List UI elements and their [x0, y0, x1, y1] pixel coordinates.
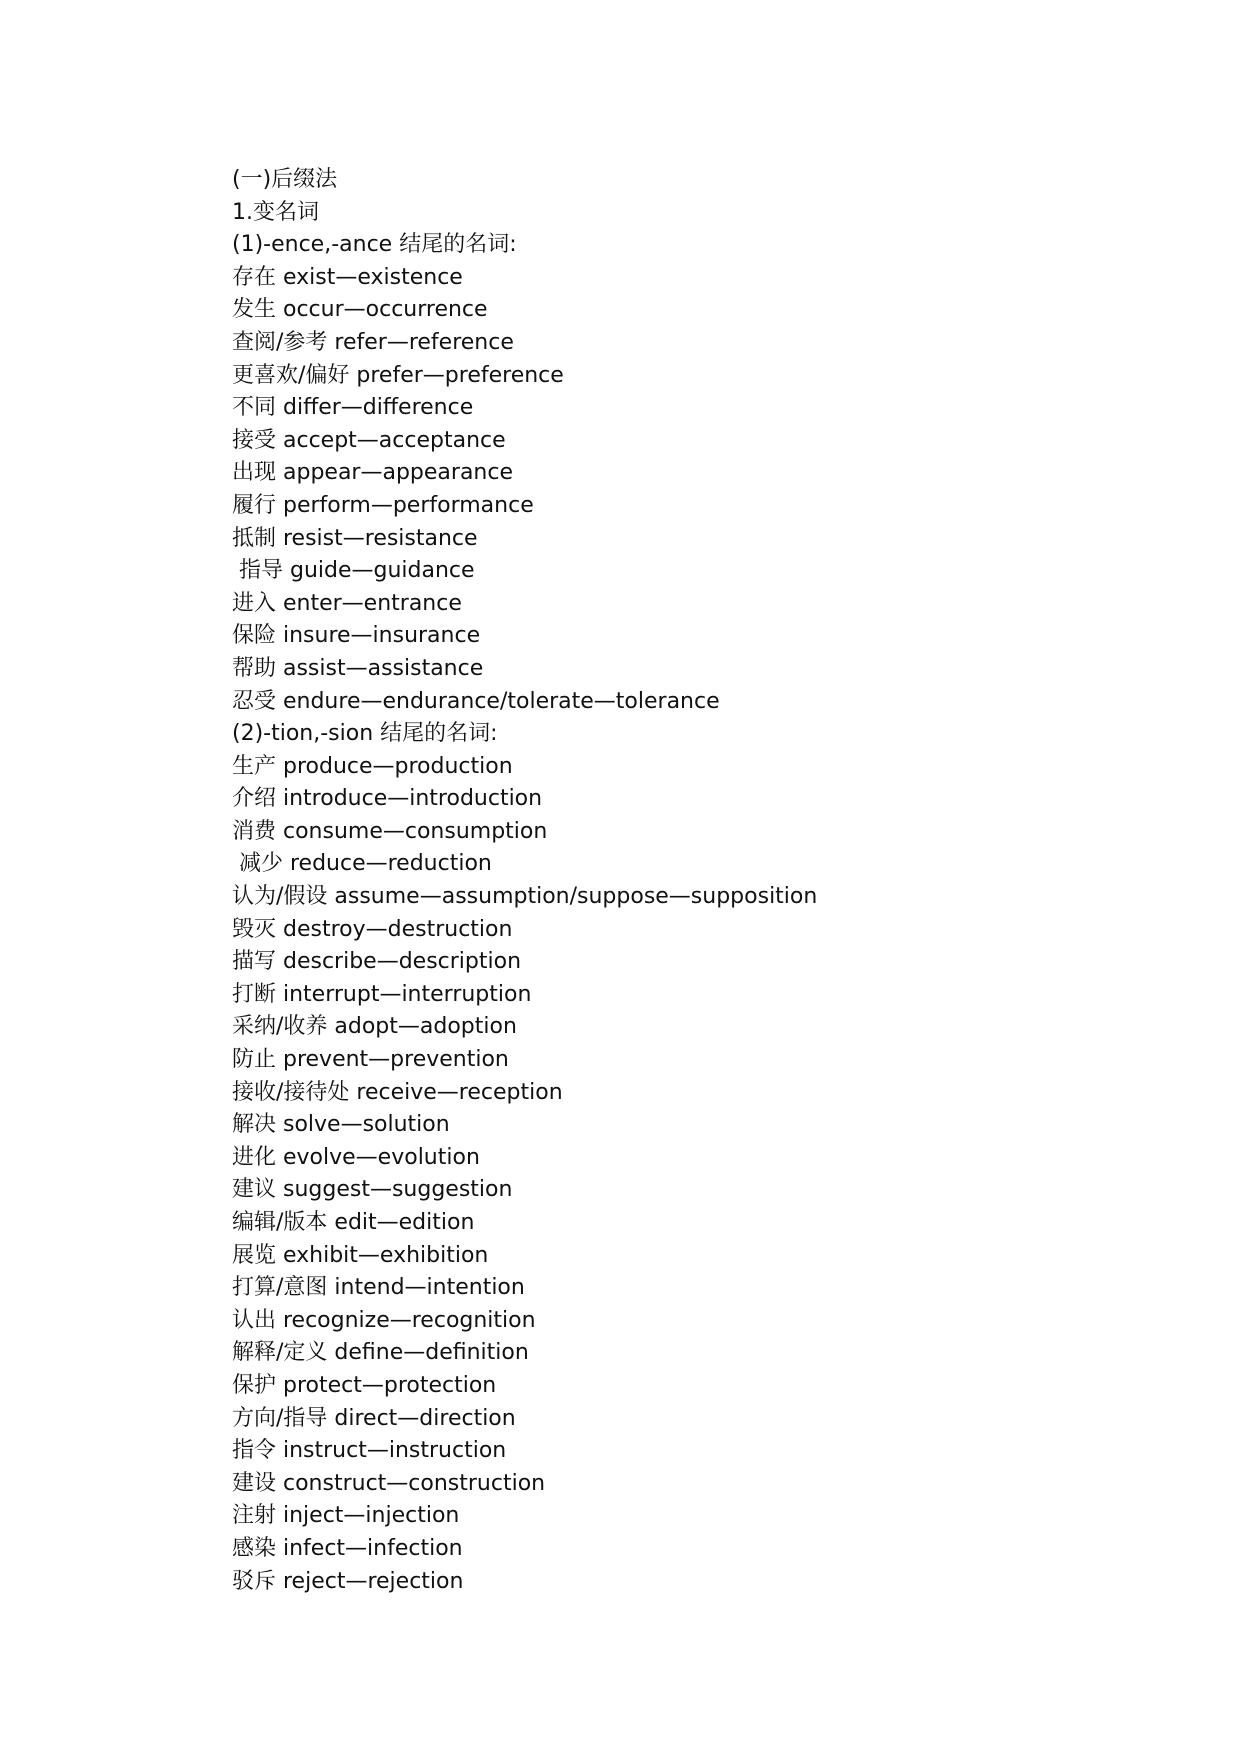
word-entry: 解释/定义 define—definition	[232, 1340, 529, 1366]
category-heading: (1)-ence,-ance 结尾的名词:	[232, 232, 517, 258]
word-entry: 指导 guide—guidance	[232, 558, 475, 584]
word-entry: 打算/意图 intend—intention	[232, 1275, 525, 1301]
category-heading: (2)-tion,-sion 结尾的名词:	[232, 721, 498, 747]
word-entry: 感染 infect—infection	[232, 1535, 463, 1561]
word-entry: 忍受 endure—endurance/tolerate—tolerance	[232, 688, 720, 714]
word-entry: 毁灭 destroy—destruction	[232, 916, 513, 942]
word-entry: 建设 construct—construction	[232, 1470, 546, 1496]
word-entry: 生产 produce—production	[232, 753, 513, 779]
word-entry: 接收/接待处 receive—reception	[232, 1079, 563, 1105]
word-entry: 注射 inject—injection	[232, 1503, 460, 1529]
word-entry: 方向/指导 direct—direction	[232, 1405, 516, 1431]
word-entry: 减少 reduce—reduction	[232, 851, 492, 877]
subsection-heading: 1.变名词	[232, 199, 319, 225]
word-entry: 接受 accept—acceptance	[232, 427, 506, 453]
word-entry: 出现 appear—appearance	[232, 460, 513, 486]
word-entry: 认为/假设 assume—assumption/suppose—supposition	[232, 884, 818, 910]
word-entry: 介绍 introduce—introduction	[232, 786, 543, 812]
word-entry: 解决 solve—solution	[232, 1112, 450, 1138]
word-entry: 抵制 resist—resistance	[232, 525, 478, 551]
word-entry: 发生 occur—occurrence	[232, 297, 488, 323]
word-entry: 保护 protect—protection	[232, 1372, 497, 1398]
word-entry: 编辑/版本 edit—edition	[232, 1210, 475, 1235]
word-entry: 进入 enter—entrance	[232, 590, 462, 616]
word-entry: 消费 consume—consumption	[232, 818, 548, 844]
word-entry: 查阅/参考 refer—reference	[232, 329, 514, 355]
word-entry: 帮助 assist—assistance	[232, 655, 484, 681]
word-entry: 保险 insure—insurance	[232, 623, 481, 649]
word-entry: 防止 prevent—prevention	[232, 1047, 509, 1073]
word-entry: 更喜欢/偏好 prefer—preference	[232, 362, 564, 388]
word-entry: 驳斥 reject—rejection	[232, 1568, 464, 1594]
word-entry: 不同 differ—difference	[232, 395, 474, 421]
word-entry: 指令 instruct—instruction	[232, 1438, 507, 1464]
word-entry: 展览 exhibit—exhibition	[232, 1242, 489, 1268]
word-entry: 存在 exist—existence	[232, 264, 463, 290]
document-body	[232, 164, 1132, 1598]
word-entry: 描写 describe—description	[232, 949, 522, 975]
word-entry: 采纳/收养 adopt—adoption	[232, 1014, 517, 1040]
word-entry: 进化 evolve—evolution	[232, 1144, 480, 1170]
word-entry: 履行 perform—performance	[232, 492, 534, 518]
word-entry: 建议 suggest—suggestion	[232, 1177, 513, 1203]
word-entry: 打断 interrupt—interruption	[232, 981, 532, 1007]
word-entry: 认出 recognize—recognition	[232, 1307, 536, 1333]
section-heading: (一)后缀法	[232, 167, 338, 192]
